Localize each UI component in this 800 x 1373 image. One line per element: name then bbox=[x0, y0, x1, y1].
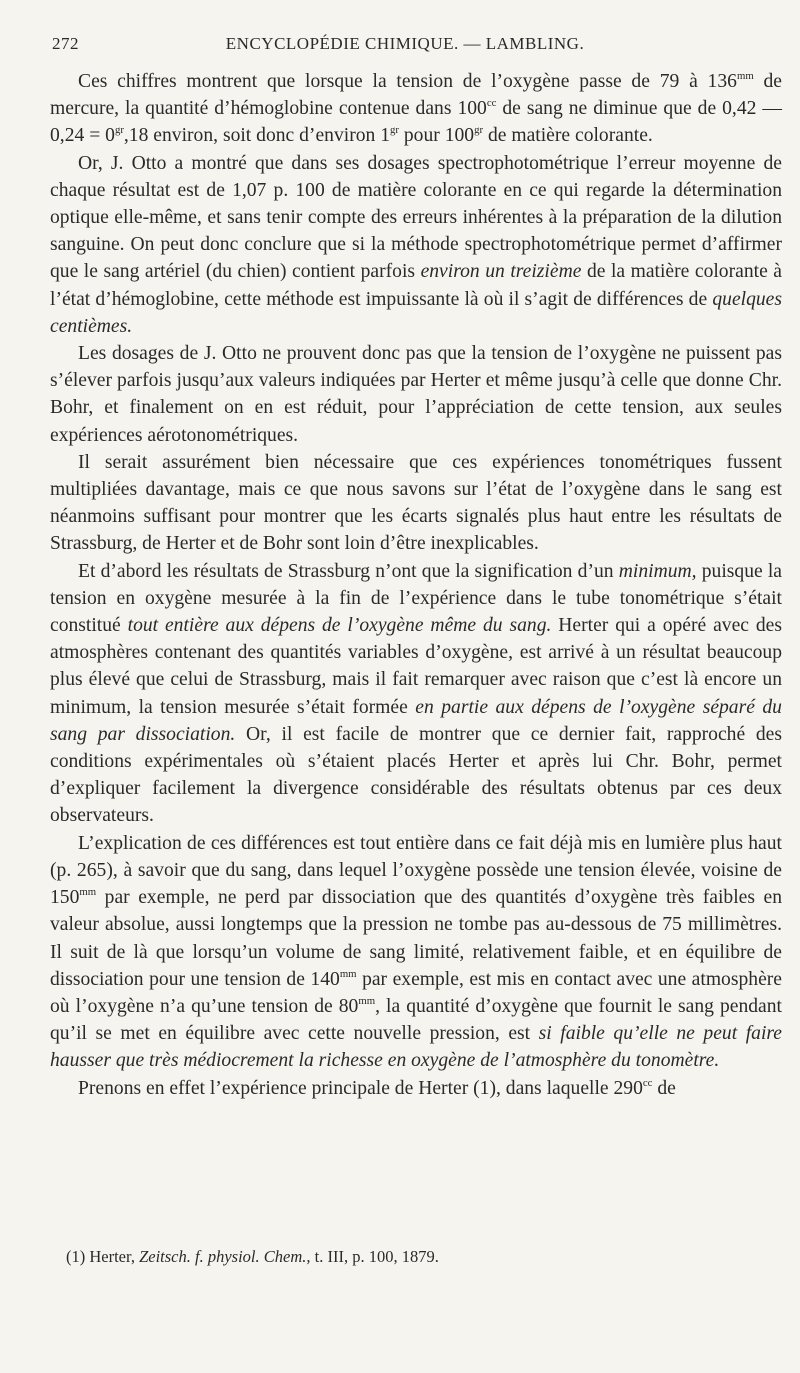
unit-superscript: mm bbox=[79, 886, 97, 899]
unit-superscript: cc bbox=[486, 97, 497, 110]
text-run: de sang ne diminue que de 0,42 — 0,24 = 0 bbox=[50, 98, 782, 147]
text-run: Or, J. Otto a montré que dans ses dosages spectrophotométrique l’erreur moyenne de chaque résultat est de 1,07 p. 100 de matière colorante en ce qui regarde la détermination optique elle-même, et sans tenir compte des erreurs inhérentes à la préparation de la dilution sanguine. On peut donc conclure que si la méthode spectrophotométrique permet d’affirmer que le sang artériel (du chien) contient parfois bbox=[50, 152, 782, 283]
text-run: L’explication de ces différences est tout entière dans ce fait déjà mis en lumière plus haut (p. 265), à savoir que du sang, dans lequel l’oxygène possède une tension élevée, voisine de 150 bbox=[50, 832, 782, 909]
paragraph bbox=[50, 449, 782, 558]
italic-run: si faible qu’elle ne peut faire hausser que très médiocrement la richesse en oxygène de l’atmosphère du tonomètre. bbox=[50, 1023, 782, 1072]
unit-superscript: gr bbox=[474, 124, 484, 137]
text-run: pour 100 bbox=[398, 125, 475, 147]
italic-run: Zeitsch. f. physiol. Chem., bbox=[139, 1247, 311, 1266]
unit-superscript: cc bbox=[642, 1076, 653, 1089]
page-number: 272 bbox=[52, 34, 79, 53]
paragraph bbox=[50, 830, 782, 1075]
text-run: de mercure, la quantité d’hémoglobine contenue dans 100 bbox=[50, 71, 782, 120]
text-run: Herter qui a opéré avec des atmosphères contenant des quantités variables d’oxygène, est arrivé à un résultat beaucoup plus élevé que celui de Strassburg, mais il fait remarquer avec raison que c’est là encore un minimum, la tension mesurée s’était formée bbox=[50, 615, 782, 718]
italic-run: minimum, bbox=[618, 560, 697, 582]
paragraph bbox=[50, 558, 782, 830]
text-run: de bbox=[652, 1077, 676, 1099]
text-run: par exemple, est mis en contact avec une atmosphère où l’oxygène n’a qu’une tension de 80 bbox=[50, 968, 782, 1017]
paragraph bbox=[50, 1075, 782, 1102]
text-run: de matière colorante. bbox=[483, 125, 653, 147]
paragraph bbox=[50, 340, 782, 449]
text-run: Ces chiffres montrent que lorsque la tension de l’oxygène passe de 79 à 136 bbox=[78, 71, 737, 92]
unit-superscript: mm bbox=[358, 994, 376, 1007]
unit-superscript: mm bbox=[736, 69, 754, 82]
unit-superscript: mm bbox=[339, 967, 357, 980]
text-run: par exemple, ne perd par dissociation que des quantités d’oxygène très faibles en valeur absolue, aussi longtemps que la pression ne tombe pas au-dessous de 75 millimètres. Il suit de là que lorsqu’un volume de sang limité, relativement faible, et en équilibre de dissociation pour une tension de 140 bbox=[50, 887, 782, 990]
unit-superscript: gr bbox=[114, 124, 124, 137]
text-run: de la matière colorante à l’état d’hémoglobine, cette méthode est impuissante là où il s’agit de différences de bbox=[50, 261, 782, 310]
italic-run: en partie aux dépens de l’oxygène séparé du sang par dissociation. bbox=[50, 696, 782, 745]
text-run: , la quantité d’oxygène que fournit le sang pendant qu’il se met en équilibre avec cette nouvelle pression, est bbox=[50, 995, 782, 1045]
text-run: Les dosages de J. Otto ne prouvent donc pas que la tension de l’oxygène ne puissent pas s’élever parfois jusqu’aux valeurs indiquées par Herter et même jusqu’à celle que donne Chr. Bohr, et finalement on en est réduit, pour l’appréciation de cette tension, aux seules expériences aérotonométriques. bbox=[50, 343, 782, 446]
text-run: Il serait assurément bien nécessaire que ces expériences tonométriques fussent multipliées davantage, mais ce que nous savons sur l’état de l’oxygène dans le sang est néanmoins suffisant pour montrer que les écarts signalés plus haut entre les résultats de Strassburg, de Herter et de Bohr sont loin d’être inexplicables. bbox=[50, 451, 782, 555]
text-run: puisque la tension en oxygène mesurée à la fin de l’expérience dans le tube tonométrique s’était constitué bbox=[50, 560, 782, 637]
italic-run: quelques centièmes. bbox=[50, 288, 782, 337]
running-header bbox=[52, 34, 758, 58]
text-run: Or, il est facile de montrer que ce dernier fait, rapproché des conditions expérimentales où s’étaient placés Herter et après lui Chr. Bohr, permet d’expliquer facilement la divergence considérable des résultats obtenus par ces deux observateurs. bbox=[50, 723, 782, 827]
text-run: (1) Herter, bbox=[66, 1247, 140, 1266]
text-run: Et d’abord les résultats de Strassburg n’ont que la signification d’un bbox=[78, 560, 619, 582]
running-title: ENCYCLOPÉDIE CHIMIQUE. — LAMBLING. bbox=[225, 34, 585, 53]
text-run: ,18 environ, soit donc d’environ 1 bbox=[123, 125, 391, 147]
footnote bbox=[66, 1246, 766, 1268]
text-run: Prenons en effet l’expérience principale de Herter (1), dans laquelle 290 bbox=[78, 1077, 643, 1099]
body-text bbox=[50, 68, 782, 1102]
italic-run: tout entière aux dépens de l’oxygène même du sang. bbox=[127, 615, 552, 637]
unit-superscript: gr bbox=[390, 124, 399, 137]
italic-run: environ un treizième bbox=[420, 261, 582, 283]
text-run: t. III, p. 100, 1879. bbox=[310, 1247, 439, 1266]
paragraph bbox=[50, 68, 782, 150]
paragraph bbox=[50, 150, 782, 340]
